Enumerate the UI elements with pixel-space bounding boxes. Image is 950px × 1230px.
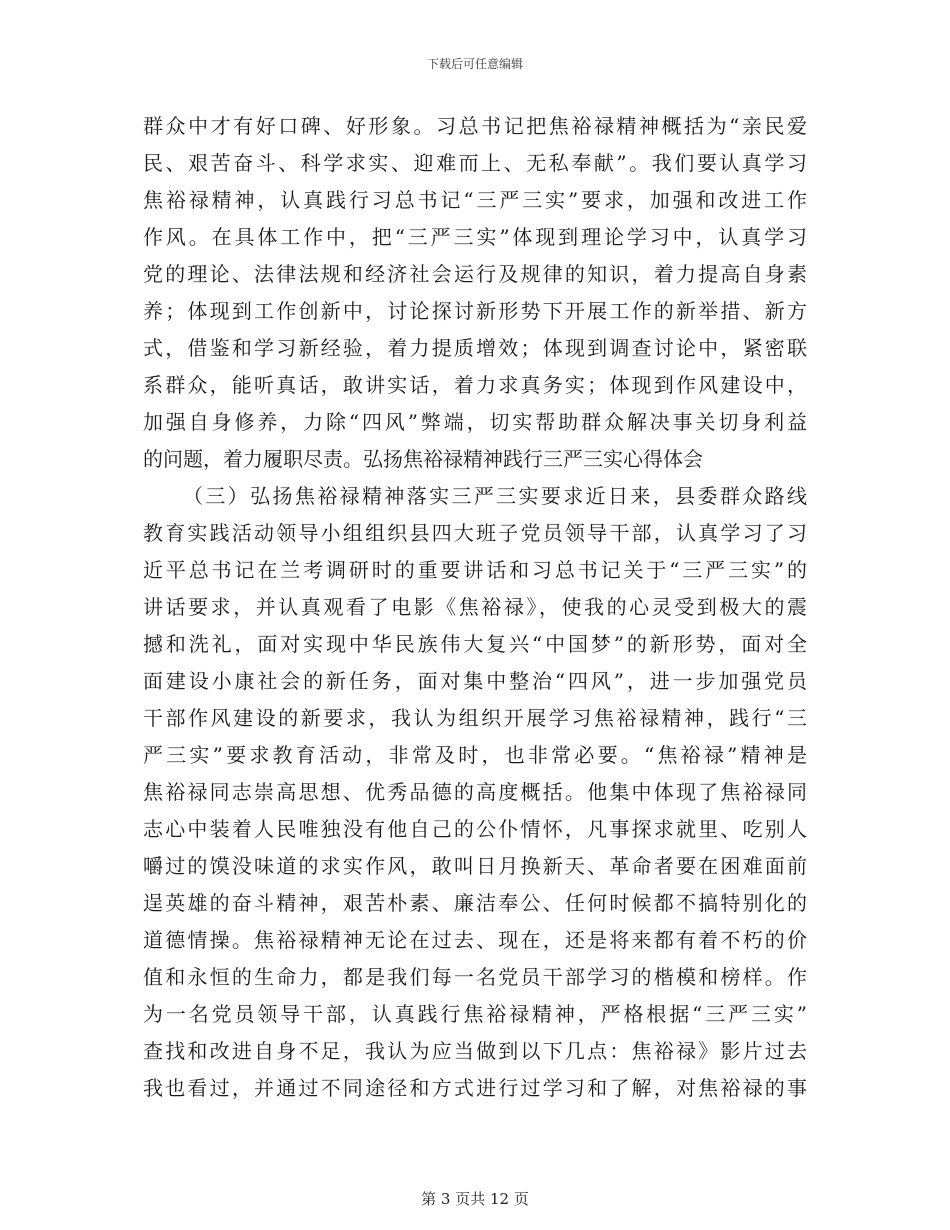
page-number-footer: 第 3 页共 12 页 bbox=[421, 1190, 529, 1208]
text-line: 的问题，着力履职尽责。弘扬焦裕禄精神践行三严三实心得体会 bbox=[143, 447, 703, 471]
text-line: 查找和改进自身不足，我认为应当做到以下几点：焦裕禄》影片过去 bbox=[143, 1039, 807, 1063]
text-line: 为一名党员领导干部，认真践行焦裕禄精神，严格根据“三严三实” bbox=[143, 1002, 807, 1026]
text-line: 道德情操。焦裕禄精神无论在过去、现在，还是将来都有着不朽的价 bbox=[143, 928, 807, 952]
text-line: 式，借鉴和学习新经验，着力提质增效；体现到调查讨论中，紧密联 bbox=[143, 336, 807, 360]
text-line: 撼和洗礼，面对实现中华民族伟大复兴“中国梦”的新形势，面对全 bbox=[143, 632, 807, 656]
text-line: 民、艰苦奋斗、科学求实、迎难而上、无私奉献”。我们要认真学习 bbox=[143, 151, 807, 175]
document-body bbox=[143, 108, 807, 1107]
text-line: 教育实践活动领导小组组织县四大班子党员领导干部，认真学习了习 bbox=[143, 521, 807, 545]
paragraph-start-line: （三）弘扬焦裕禄精神落实三严三实要求近日来，县委群众路线 bbox=[183, 484, 807, 508]
text-line: 近平总书记在兰考调研时的重要讲话和习总书记关于“三严三实”的 bbox=[143, 558, 807, 582]
text-line: 面建设小康社会的新任务，面对集中整治“四风”，进一步加强党员 bbox=[143, 669, 807, 693]
text-line: 干部作风建设的新要求，我认为组织开展学习焦裕禄精神，践行“三 bbox=[143, 706, 807, 730]
text-line: 我也看过，并通过不同途径和方式进行过学习和了解，对焦裕禄的事 bbox=[143, 1076, 807, 1100]
text-line: 严三实”要求教育活动，非常及时，也非常必要。“焦裕禄”精神是 bbox=[143, 743, 807, 767]
text-line: 养；体现到工作创新中，讨论探讨新形势下开展工作的新举措、新方 bbox=[143, 299, 807, 323]
text-line: 焦裕禄同志崇高思想、优秀品德的高度概括。他集中体现了焦裕禄同 bbox=[143, 780, 807, 804]
text-line: 党的理论、法律法规和经济社会运行及规律的知识，着力提高自身素 bbox=[143, 262, 807, 286]
text-line: 值和永恒的生命力，都是我们每一名党员干部学习的楷模和榜样。作 bbox=[143, 965, 807, 989]
page-header: 下载后可任意编辑 bbox=[426, 57, 523, 71]
text-line: 焦裕禄精神，认真践行习总书记“三严三实”要求，加强和改进工作 bbox=[143, 188, 807, 212]
text-line: 讲话要求，并认真观看了电影《焦裕禄》，使我的心灵受到极大的震 bbox=[143, 595, 807, 619]
text-line: 加强自身修养，力除“四风”弊端，切实帮助群众解决事关切身利益 bbox=[143, 410, 807, 434]
text-line: 作风。在具体工作中，把“三严三实”体现到理论学习中，认真学习 bbox=[143, 225, 807, 249]
text-line: 嚼过的馍没味道的求实作风，敢叫日月换新天、革命者要在困难面前 bbox=[143, 854, 807, 878]
text-line: 群众中才有好口碑、好形象。习总书记把焦裕禄精神概括为“亲民爱 bbox=[143, 114, 807, 138]
text-line: 逞英雄的奋斗精神，艰苦朴素、廉洁奉公、任何时候都不搞特别化的 bbox=[143, 891, 807, 915]
text-line: 系群众，能听真话，敢讲实话，着力求真务实；体现到作风建设中， bbox=[143, 373, 807, 397]
text-line: 志心中装着人民唯独没有他自己的公仆情怀，凡事探求就里、吃别人 bbox=[143, 817, 807, 841]
